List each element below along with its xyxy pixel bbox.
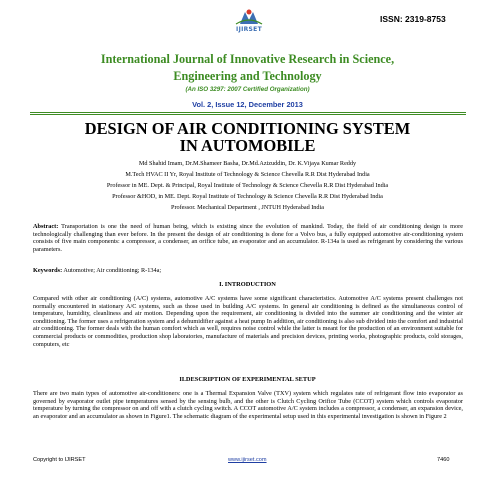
- author-names: Md Shahid Imam, Dr.M.Shameer Basha, Dr.Md.Azizuddin, Dr. K.Vijaya Kumar Reddy: [138, 160, 357, 167]
- experimental-setup-paragraph: There are two main types of automotive air-conditioners: one is a Thermal Expansion Valve (TXV) system which regulates rate of refrigerant flow into evaporator as governed by evaporator outlet pipe temperatures sensed by the sensing bulb, and the other is Clutch Cycling Orifice Tube (CCOT) system which controls evaporator temperature by turning the compressor on and off with a clutch cycling switch. A CCOT automotive A/C system includes a compressor, a condenser, an expansion device, an evaporator and an accumulator as shown in Figure1. The schematic diagram of the experimental setup used in this experimental investigation is shown in Figure 2: [33, 390, 463, 420]
- section-heading-introduction: I. INTRODUCTION: [219, 281, 276, 288]
- abstract-label: Abstract:: [33, 223, 59, 230]
- paper-title-line2: IN AUTOMOBILE: [179, 136, 316, 155]
- affiliation-1: M.Tech HVAC II Yr, Royal Institute of Technology & Science Chevella R.R Dist Hyderabad India: [125, 171, 370, 178]
- journal-logo: [228, 8, 270, 36]
- issn-label: ISSN: 2319-8753: [380, 14, 446, 24]
- keywords-line: [33, 267, 463, 275]
- footer-page-number: 7460: [437, 457, 450, 463]
- abstract-paragraph: [33, 223, 463, 253]
- section-heading-experimental-setup: II.DESCRIPTION OF EXPERIMENTAL SETUP: [179, 376, 316, 383]
- keywords-text: Automotive; Air conditioning; R-134a;: [62, 267, 162, 274]
- paper-title-line1: DESIGN OF AIR CONDITIONING SYSTEM: [84, 119, 411, 138]
- abstract-text: Transportation is one the need of human being, which is existing since the evolution of mankind. Today, the field of air conditioning design is more technologically challenging than ever before. In the present the design of air conditioning is done for a Volvo bus, a fully equipped automotive air-conditioning system consists of five main components: a compressor, a condenser, an orifice tube, an evaporator and an accumulator. R-134a is used as refrigerant by considering the various parameters.: [33, 223, 463, 253]
- keywords-label: Keywords:: [33, 267, 63, 274]
- footer-copyright: Copyright to IJIRSET: [33, 457, 86, 463]
- affiliation-3: Professor &HOD, in ME. Dept. Royal Institute of Technology & Science Chevella R.R Dist Hyderabad India: [112, 193, 383, 200]
- affiliation-4: Professor. Mechanical Department , JNTUH Hyderabad India: [171, 204, 324, 211]
- iso-certification: (An ISO 3297: 2007 Certified Organization): [185, 86, 310, 93]
- logo-icon: [228, 8, 270, 26]
- journal-name-line2: Engineering and Technology: [173, 69, 322, 83]
- header-rule-top: [30, 112, 466, 113]
- affiliation-2: Professor in ME. Dept. & Principal, Royal Institute of Technology & Science Chevella R.R Dist Hyderabad India: [106, 182, 389, 189]
- logo-text: IJIRSET: [236, 26, 262, 33]
- volume-issue: Vol. 2, Issue 12, December 2013: [192, 100, 303, 109]
- header-rule-bottom: [30, 114, 466, 115]
- journal-name-line1: International Journal of Innovative Research in Science,: [100, 52, 395, 66]
- footer-website-link[interactable]: www.ijirset.com: [228, 457, 267, 463]
- introduction-paragraph: Compared with other air conditioning (A/C) systems, automotive A/C systems have some significant characteristics. Automotive A/C systems present challenges not normally encountered in stationary A/C systems, such as those used in building A/C systems. In general air conditioning is defined as the simultaneous control of temperature, humidity, cleanliness and air motion. Depending upon the requirement, air conditioning is divided into the summer air conditioning and the winter air conditioning. The former uses a refrigeration system and a dehumidifier against a heat pump In addition, air conditioning is also sub divided into the comfort and industrial air conditioning. The former deals with the human comfort which as well, requires noise control while the latter is meant for the production of an environment suitable for commercial products or commodities, production shop laboratories, manufacture of materials and precision devices, printing works, photographic products, cold storages, computers, etc: [33, 295, 463, 348]
